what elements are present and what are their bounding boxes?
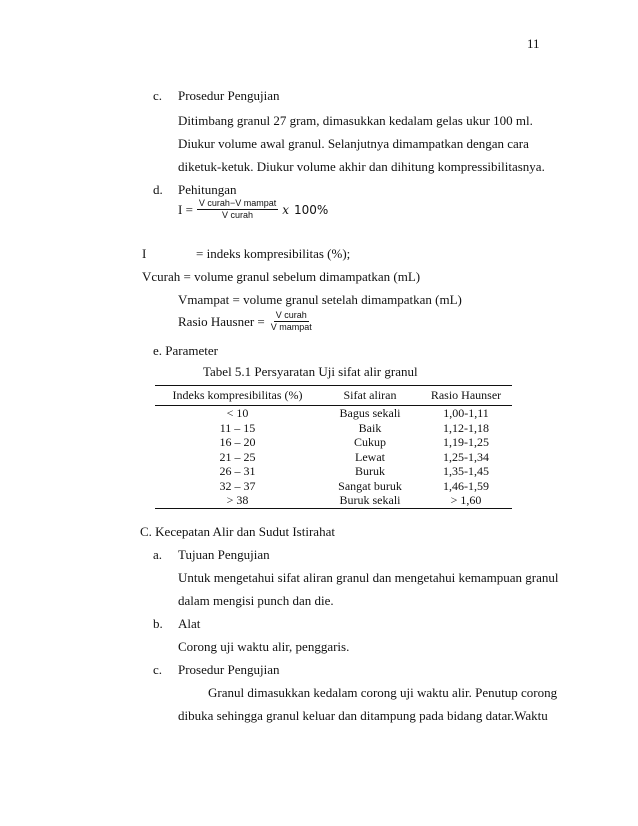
table-cell: 21 – 25 xyxy=(219,449,256,464)
table-cell: 26 – 31 xyxy=(219,464,256,478)
procedure2-line-2: dibuka sehingga granul keluar dan ditampung pada bidang datar.Waktu xyxy=(178,708,548,723)
table-row xyxy=(155,479,512,494)
flow-requirements-table xyxy=(155,385,512,509)
table-cell: 1,25-1,34 xyxy=(443,449,489,464)
formula-fraction xyxy=(197,198,278,221)
table-cell: > 1,60 xyxy=(450,493,482,507)
definition-vmampat: Vmampat = volume granul setelah dimampatkan (mL) xyxy=(178,292,462,307)
parameter-heading: e. Parameter xyxy=(153,343,218,358)
definition-i: = indeks kompresibilitas (%); xyxy=(196,246,351,261)
table-cell: Lewat xyxy=(355,449,385,464)
table-cell: > 38 xyxy=(226,493,249,507)
equipment-line: Corong uji waktu alir, penggaris. xyxy=(178,639,350,654)
compressibility-formula xyxy=(178,198,328,221)
procedure-line-2: Diukur volume awal granul. Selanjutnya dimampatkan dengan cara xyxy=(178,136,529,151)
definition-i-term: I xyxy=(142,246,147,261)
table-cell: 32 – 37 xyxy=(219,478,256,493)
table-cell: 11 – 15 xyxy=(219,420,256,435)
procedure-line-1: Ditimbang granul 27 gram, dimasukkan kedalam gelas ukur 100 ml. xyxy=(178,113,533,128)
hausner-formula xyxy=(178,310,318,333)
table-cell: 1,00-1,11 xyxy=(443,406,489,420)
table-row xyxy=(155,450,512,465)
procedure-line-3: diketuk-ketuk. Diukur volume akhir dan dihitung kompressibilitasnya. xyxy=(178,159,545,174)
calculation-heading: Pehitungan xyxy=(178,182,237,197)
table-row xyxy=(155,464,512,479)
table-header-row xyxy=(155,386,512,406)
table-cell: Bagus sekali xyxy=(339,406,401,420)
objective-line-1: Untuk mengetahui sifat aliran granul dan mengetahui kemampuan granul xyxy=(178,570,559,585)
list-marker-c2: c. xyxy=(153,662,163,677)
table-row xyxy=(155,406,512,421)
formula-percent: 100% xyxy=(294,202,329,217)
hausner-numerator: V curah xyxy=(275,310,307,320)
header-hausner-ratio: Rasio Haunser xyxy=(430,388,502,402)
formula-multiply: x xyxy=(282,202,289,217)
list-marker-a: a. xyxy=(153,547,163,562)
table-cell: Buruk xyxy=(355,464,385,478)
section-c-heading: C. Kecepatan Alir dan Sudut Istirahat xyxy=(140,524,335,539)
header-compressibility: Indeks kompresibilitas (%) xyxy=(172,388,303,402)
table-caption: Tabel 5.1 Persyaratan Uji sifat alir granul xyxy=(203,364,418,379)
table-cell: 1,12-1,18 xyxy=(443,420,489,435)
table-cell: Baik xyxy=(358,420,382,435)
hausner-denominator: V mampat xyxy=(270,322,312,332)
list-marker-c: c. xyxy=(153,88,163,103)
hausner-fraction xyxy=(269,310,314,333)
hausner-label: Rasio Hausner = xyxy=(178,313,265,329)
formula-numerator: V curah−V mampat xyxy=(198,198,277,208)
table-cell: 1,19-1,25 xyxy=(443,435,489,449)
formula-denominator: V curah xyxy=(222,210,254,220)
procedure2-line-1: Granul dimasukkan kedalam corong uji waktu alir. Penutup corong xyxy=(208,685,558,700)
table-row xyxy=(155,421,512,436)
table-cell: 1,46-1,59 xyxy=(443,478,489,493)
list-marker-d: d. xyxy=(153,182,163,197)
definition-vcurah: Vcurah = volume granul sebelum dimampatkan (mL) xyxy=(142,269,421,284)
table-cell: 16 – 20 xyxy=(219,435,256,449)
table-cell: Sangat buruk xyxy=(338,478,402,493)
list-marker-b: b. xyxy=(153,616,163,631)
page-number: 11 xyxy=(527,36,540,51)
table-row xyxy=(155,435,512,450)
table-row xyxy=(155,493,512,508)
objective-heading: Tujuan Pengujian xyxy=(178,547,270,562)
formula-lhs: I = xyxy=(178,201,193,217)
objective-line-2: dalam mengisi punch dan die. xyxy=(178,593,334,608)
table-cell: < 10 xyxy=(226,406,249,420)
table-cell: 1,35-1,45 xyxy=(443,464,489,478)
table-cell: Buruk sekali xyxy=(339,493,401,507)
procedure-heading: Prosedur Pengujian xyxy=(178,88,280,103)
procedure2-heading: Prosedur Pengujian xyxy=(178,662,280,677)
table-cell: Cukup xyxy=(353,435,386,449)
equipment-heading: Alat xyxy=(178,616,201,631)
header-flow-property: Sifat aliran xyxy=(343,388,397,402)
